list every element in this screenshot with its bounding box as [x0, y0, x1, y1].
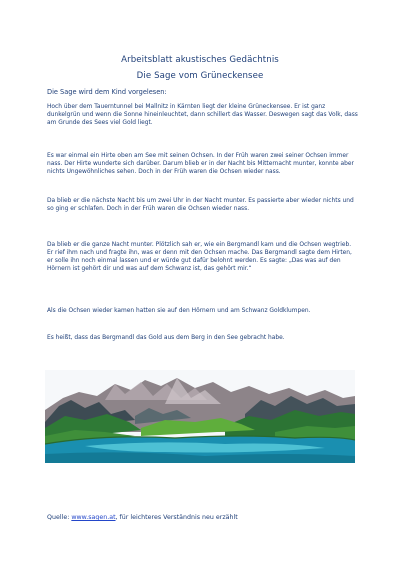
story-paragraph: Als die Ochsen wieder kamen hatten sie auf den Hörnern und am Schwanz Goldklumpen.	[47, 308, 311, 314]
story-title: Die Sage vom Grüneckensee	[136, 71, 264, 81]
mountain-lake-illustration	[45, 370, 355, 463]
intro-line: Die Sage wird dem Kind vorgelesen:	[47, 88, 167, 96]
source-suffix: , für leichteres Verständnis neu erzählt	[115, 514, 238, 521]
story-paragraph: Es war einmal ein Hirte oben am See mit seinen Ochsen. In der Früh waren zwei seiner Ochsen immer nass. Der Hirte wunderte sich darüber. Darum blieb er in der Nacht bis Mitternacht munter, konnte aber nichts Ungewöhnliches sehen. Doch in der Früh waren die Ochsen wieder nass.	[47, 153, 354, 176]
source-line	[47, 514, 238, 521]
story-paragraph: Da blieb er die nächste Nacht bis um zwei Uhr in der Nacht munter. Es passierte aber wieder nichts und so ging er schlafen. Doch in der Früh waren die Ochsen wieder nass.	[47, 198, 354, 213]
worksheet-title: Arbeitsblatt akustisches Gedächtnis	[121, 55, 279, 65]
source-link[interactable]: www.sagen.at	[71, 514, 116, 521]
story-paragraph: Hoch über dem Tauerntunnel bei Mallnitz in Kärnten liegt der kleine Grüneckensee. Er ist ganz dunkelgrün und wenn die Sonne hineinleuchtet, dann schillert das Wasser. Deswegen sagt das Volk, dass am Grunde des Sees viel Gold liegt.	[47, 104, 358, 127]
story-paragraph: Da blieb er die ganze Nacht munter. Plötzlich sah er, wie ein Bergmandl kam und die Ochsen wegtrieb. Er rief ihm nach und fragte ihn, was er denn mit den Ochsen mache. Das Bergmandl sagte dem Hirten, er solle ihn noch einmal lassen und er würde gut dafür belohnt werden. Es sagte: „Das was auf den Hörnern ist gehört dir und was auf dem Schwanz ist, das gehört mir.“	[47, 242, 352, 273]
source-prefix: Quelle:	[47, 514, 72, 521]
story-paragraph: Es heißt, dass das Bergmandl das Gold aus dem Berg in den See gebracht habe.	[47, 335, 285, 341]
